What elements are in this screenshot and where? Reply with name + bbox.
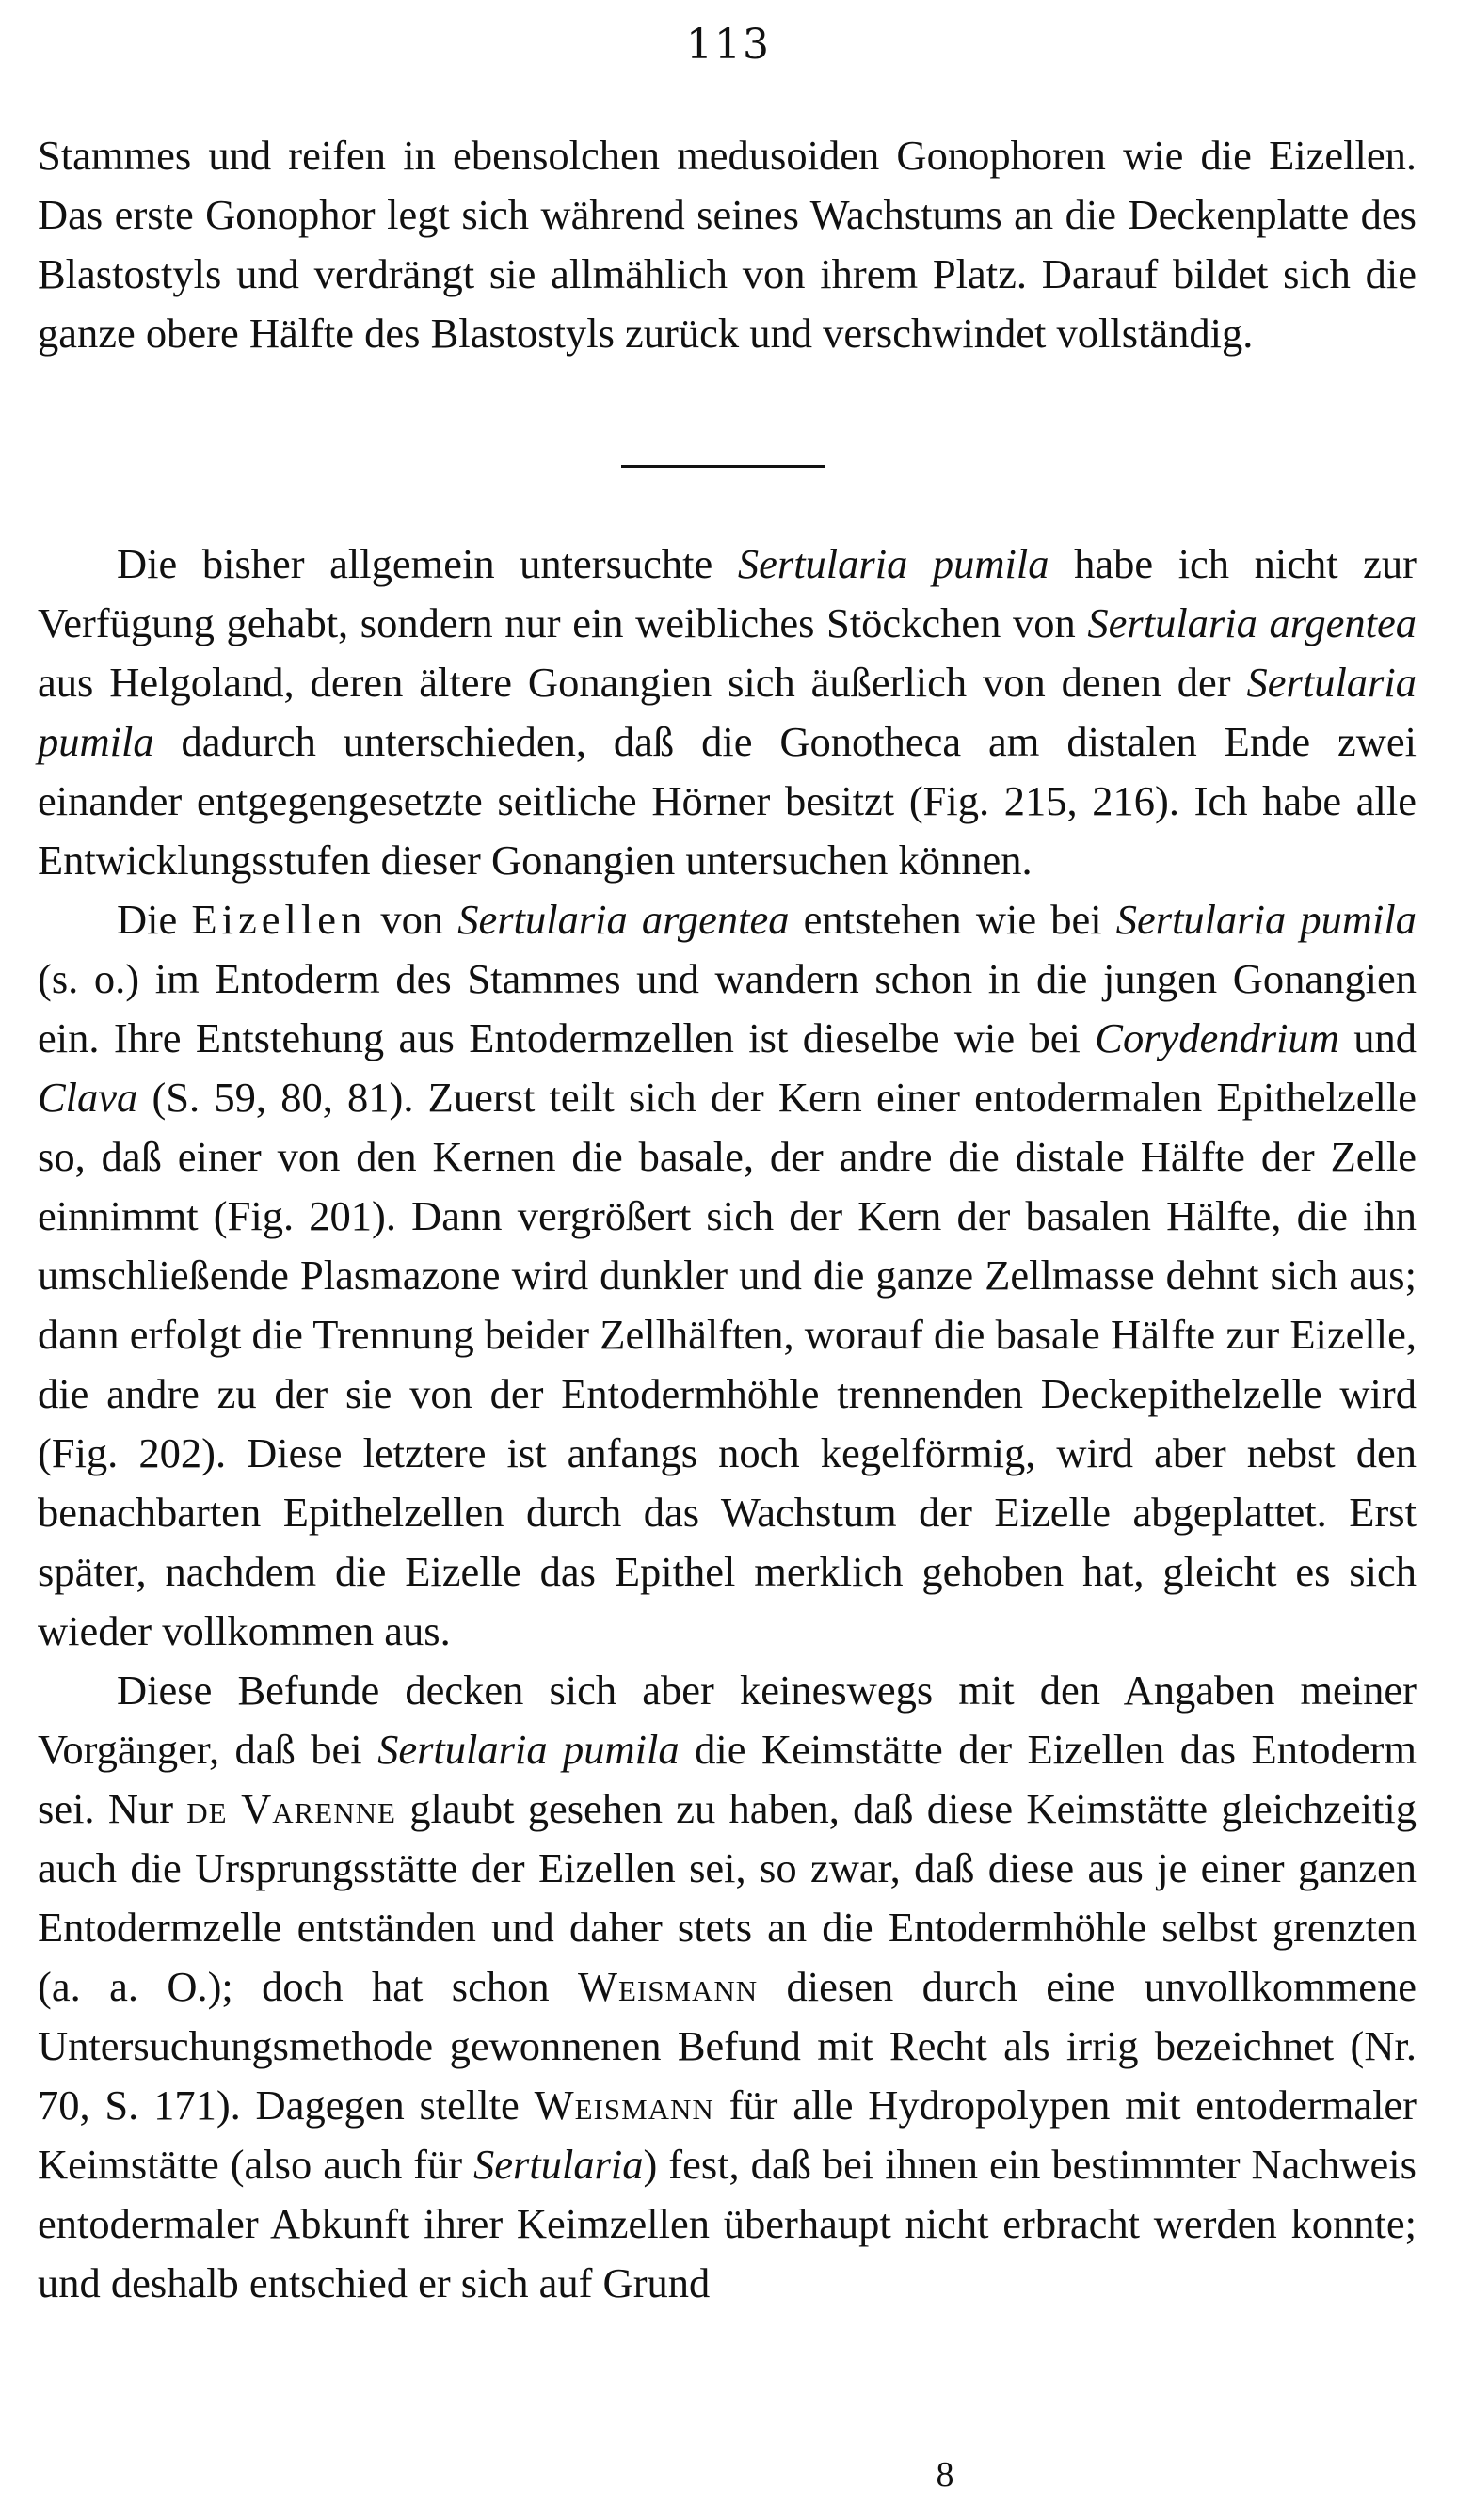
species-name: Sertularia argentea — [457, 896, 790, 943]
main-text-block — [38, 534, 1417, 2313]
species-name: Sertularia pumila — [737, 540, 1049, 587]
author-name: de Varenne — [186, 1785, 396, 1832]
text-run: Die bisher allgemein untersuchte — [117, 540, 738, 587]
text-run: (S. 59, 80, 81). Zuerst teilt sich der Kern einer entodermalen Epithelzelle so, daß einer von den Kernen die basale, der andre die distale Hälfte der Zelle einnimmt (Fig. 201). Dann vergrößert sich der Kern der basalen Hälfte, die ihn umschließende Plasmazone wird dunkler und die ganze Zellmasse dehnt sich aus; dann erfolgt die Trennung beider Zellhälften, worauf die basale Hälfte zur Eizelle, die andre zu der sie von der Entodermhöhle trennenden Deckepithelzelle wird (Fig. 202). Diese letztere ist anfangs noch kegelförmig, wird aber nebst den benachbarten Epithelzellen durch das Wachstum der Eizelle abgeplattet. Erst später, nachdem die Eizelle das Epithel merklich gehoben hat, gleicht es sich wieder vollkommen aus. — [38, 1074, 1417, 1654]
paragraph-2 — [38, 890, 1417, 1661]
text-run: für alle Hydropolypen mit entodermaler Keimstätte (also auch für — [38, 2081, 1417, 2188]
species-name: Sertularia pumila — [38, 659, 1417, 765]
text-run: aus Helgoland, deren ältere Gonangien sich äußerlich von denen der — [38, 659, 1247, 706]
species-name: Sertularia pumila — [377, 1726, 680, 1773]
text-run: ) fest, daß bei ihnen ein bestimmter Nachweis entodermaler Abkunft ihrer Keimzellen überhaupt nicht erbracht werden konnte; und deshalb entschied er sich auf Grund — [38, 2141, 1417, 2306]
text-run: glaubt gesehen zu haben, daß diese Keimstätte gleichzeitig auch die Ursprungsstätte der Eizellen sei, so zwar, daß diese aus je einer ganzen Entodermzelle entständen und daher stets an die Entodermhöhle selbst grenzten (a. a. O.); doch hat schon — [38, 1785, 1417, 2010]
paragraph-3 — [38, 1661, 1417, 2313]
text-run: von — [366, 896, 458, 943]
text-run: entstehen wie bei — [789, 896, 1116, 943]
signature-mark: 8 — [936, 2455, 954, 2495]
text-run: die Keimstätte der Eizellen das Entoderm sei. Nur — [38, 1726, 1417, 1832]
section-divider — [621, 465, 825, 468]
page-number: 113 — [686, 21, 771, 69]
species-name: Sertularia pumila — [1115, 896, 1417, 943]
text-run: diesen durch eine unvollkommene Untersuchungsmethode gewonnenen Befund mit Recht als irrig bezeichnet (Nr. 70, S. 171). Dagegen stellte — [38, 1963, 1417, 2129]
genus-name: Corydendrium — [1095, 1014, 1339, 1061]
emphasized-term: Eizellen — [191, 896, 367, 943]
text-run: und — [1338, 1014, 1417, 1061]
author-name: Weismann — [534, 2081, 714, 2129]
genus-name: Clava — [38, 1074, 138, 1121]
text-run: (s. o.) im Entoderm des Stammes und wandern schon in die jungen Gonangien ein. Ihre Entstehung aus Entodermzellen ist dieselbe wie bei — [38, 955, 1417, 1061]
continuation-block — [38, 126, 1417, 363]
species-name: Sertularia argentea — [1087, 599, 1417, 646]
author-name: Weismann — [577, 1963, 759, 2010]
text-run: habe ich nicht zur Verfügung gehabt, sondern nur ein weibliches Stöckchen von — [38, 540, 1417, 646]
continuation-paragraph: Stammes und reifen in ebensolchen medusoiden Gonophoren wie die Eizellen. Das erste Gonophor legt sich während seines Wachstums an die Deckenplatte des Blastostyls und verdrängt sie allmählich von ihrem Platz. Darauf bildet sich die ganze obere Hälfte des Blastostyls zurück und verschwindet vollständig. — [38, 132, 1417, 357]
text-run: Diese Befunde decken sich aber keineswegs mit den Angaben meiner Vorgänger, daß bei — [38, 1667, 1417, 1773]
text-run: dadurch unterschieden, daß die Gonotheca am distalen Ende zwei einander entgegengesetzte seitliche Hörner besitzt (Fig. 215, 216). Ich habe alle Entwicklungsstufen dieser Gonangien untersuchen können. — [38, 718, 1417, 884]
text-run: Die — [117, 896, 192, 943]
paragraph-1 — [38, 534, 1417, 890]
genus-name: Sertularia — [473, 2141, 644, 2188]
